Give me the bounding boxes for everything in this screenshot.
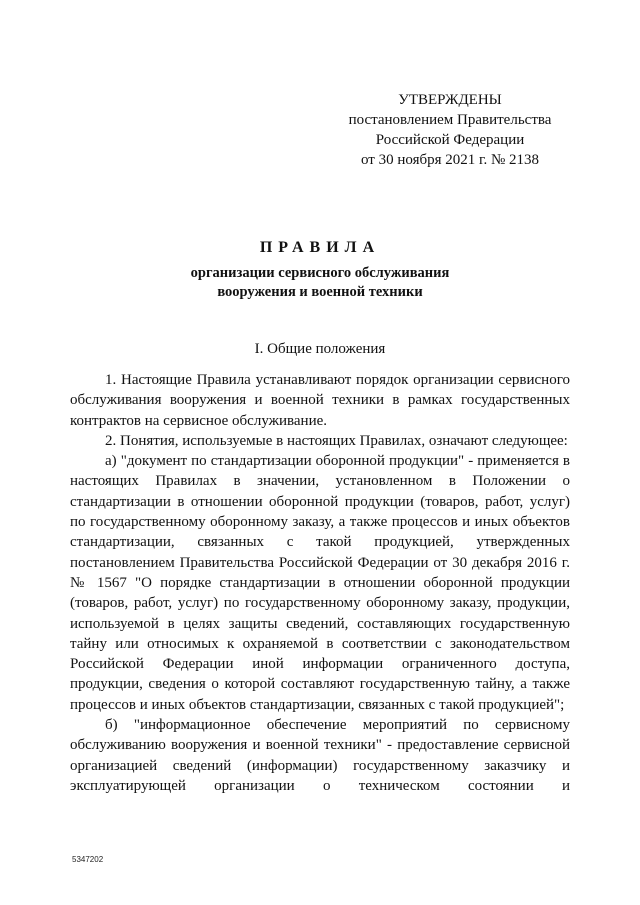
document-subtitle-line-2: вооружения и военной техники	[217, 284, 423, 300]
approval-decree-line: постановлением Правительства	[348, 112, 552, 128]
approval-stamp	[330, 90, 570, 170]
document-number: 5347202	[72, 855, 104, 864]
approval-government-line: Российской Федерации	[375, 132, 525, 148]
section-heading: I. Общие положения	[254, 341, 386, 357]
document-subtitle-line-1: организации сервисного обслуживания	[190, 265, 450, 281]
document-title: ПРАВИЛА	[259, 239, 381, 256]
paragraph-2: 2. Понятия, используемые в настоящих Правилах, означают следующее:	[105, 432, 568, 449]
document-body	[70, 370, 570, 796]
approval-title: УТВЕРЖДЕНЫ	[398, 92, 502, 108]
approval-date-number: от 30 ноября 2021 г. № 2138	[360, 152, 540, 168]
paragraph-1: 1. Настоящие Правила устанавливают порядок организации сервисного обслуживания вооружения и военной техники в рамках государственных контрактов на сервисное обслуживание.	[70, 372, 570, 429]
paragraph-b: б) "информационное обеспечение мероприятий по сервисному обслуживанию вооружения и военной техники" - предоставление сервисной организацией сведений (информации) государственному заказчику и эксплуатирующей организации о техническом состоянии и	[70, 717, 570, 794]
document-subtitle	[0, 264, 640, 302]
paragraph-a: а) "документ по стандартизации оборонной продукции" - применяется в настоящих Правилах в значении, установленном в Положении о стандартизации в отношении оборонной продукции (товаров, работ, услуг) по государственному оборонному заказу, а также процессов и иных объектов стандартизации, связанных с такой продукцией, утвержденных постановлением Правительства Российской Федерации от 30 декабря 2016 г. № 1567 "О порядке стандартизации в отношении оборонной продукции (товаров, работ, услуг) по государственному оборонному заказу, продукции, используемой в целях защиты сведений, составляющих государственную тайну или относимых к охраняемой в соответствии с законодательством Российской Федерации иной информации ограниченного доступа, продукции, сведения о которой составляют государственную тайну, а также процессов и иных объектов стандартизации, связанных с такой продукцией";	[70, 453, 570, 713]
